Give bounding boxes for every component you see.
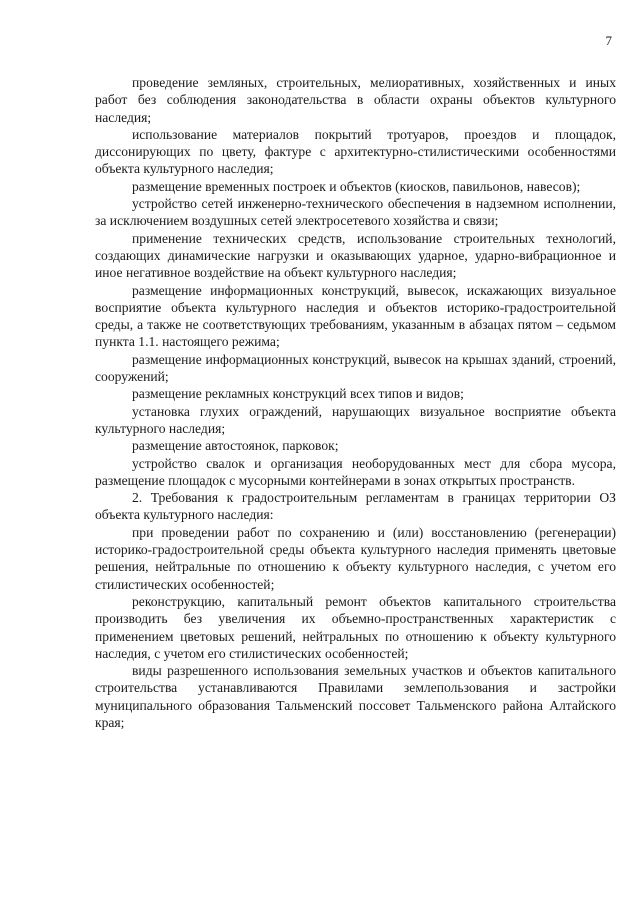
paragraph-land-use: виды разрешенного использования земельных участков и объектов капитального строительства устанавливаются Правилами землепользования и застройки муниципального образования Тальменский поссовет Тальменского района Алтайского края; [95,663,616,730]
paragraph-parking: размещение автостоянок, парковок; [132,438,339,454]
paragraph-waste-sites: устройство свалок и организация необорудованных мест для сбора мусора, размещение площадок с мусорными контейнерами в зонах открытых пространств. [95,455,616,488]
paragraph-paving-materials: использование материалов покрытий тротуаров, проездов и площадок, диссонирующих по цвету, фактуре с архитектурно-стилистическими особенностями объекта культурного наследия; [95,126,616,177]
paragraph-advertising: размещение рекламных конструкций всех типов и видов; [132,386,464,402]
paragraph-solid-fences: установка глухих ограждений, нарушающих визуальное восприятие объекта культурного наследия; [95,403,616,436]
paragraph-engineering-networks: устройство сетей инженерно-технического обеспечения в надземном исполнении, за исключением воздушных сетей электросетевого хозяйства и связи; [95,196,616,229]
paragraph-reconstruction: реконструкцию, капитальный ремонт объектов капитального строительства производить без увеличения их объемно-пространственных характеристик с применением цветовых решений, нейтральных по отношению к объекту культурного наследия, с учетом его стилистических особенностей; [95,593,616,661]
section-heading-urban-regulations: 2. Требования к градостроительным регламентам в границах территории ОЗ объекта культурного наследия: [95,490,616,523]
document-body [95,74,616,731]
paragraph-color-solutions: при проведении работ по сохранению и (или) восстановлению (регенерации) историко-градостроительной среды объекта культурного наследия применять цветовые решения, нейтральные по отношению к объекту культурного наследия, с учетом его стилистических особенностей; [95,524,616,592]
paragraph-earthworks: проведение земляных, строительных, мелиоративных, хозяйственных и иных работ без соблюдения законодательства в области охраны объектов культурного наследия; [95,75,616,125]
paragraph-information-structures: размещение информационных конструкций, вывесок, искажающих визуальное восприятие объекта культурного наследия и объектов историко-градостроительной среды, а также не соответствующих требованиям, указанным в абзацах пятом – седьмом пункта 1.1. настоящего режима; [95,282,616,350]
paragraph-technical-means: применение технических средств, использование строительных технологий, создающих динамические нагрузки и оказывающих ударное, ударно-вибрационное и иное негативное воздействие на объект культурного наследия; [95,230,616,281]
paragraph-temporary-structures: размещение временных построек и объектов (киосков, павильонов, навесов); [132,178,581,194]
page-number: 7 [605,33,612,48]
paragraph-rooftop-signs: размещение информационных конструкций, вывесок на крышах зданий, строений, сооружений; [95,351,616,385]
